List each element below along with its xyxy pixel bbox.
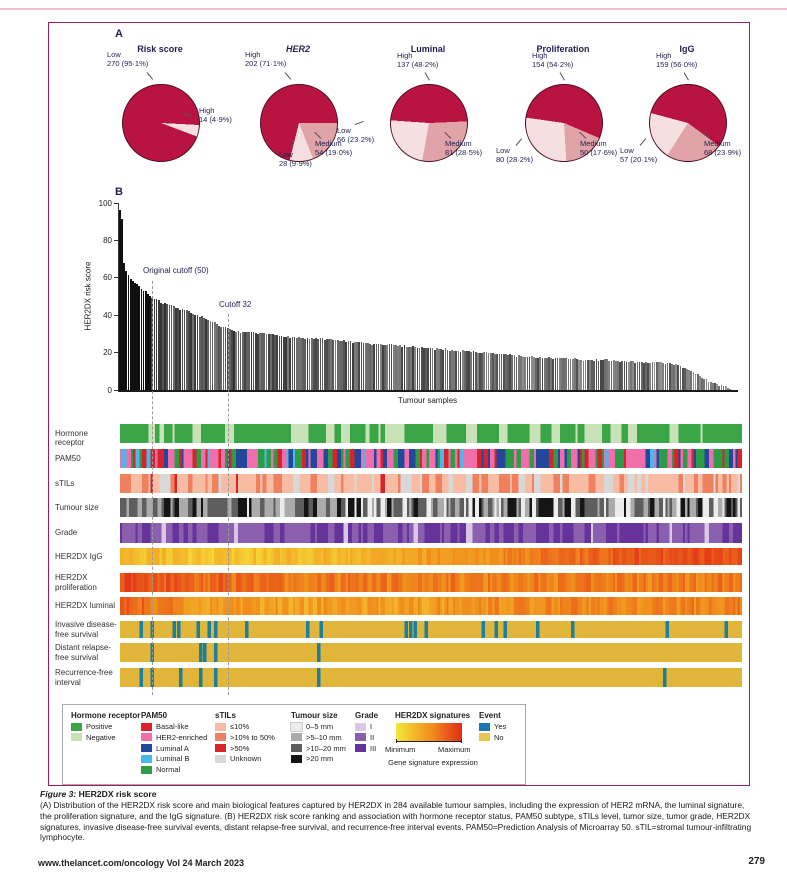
track-label-tumour-size: Tumour size — [55, 502, 99, 512]
pie-slice-label: Low 57 (20·1%) — [620, 146, 658, 164]
legend-min-label: Minimum — [385, 745, 416, 754]
legend-gradient-tick-min — [396, 739, 397, 743]
track-strip-distant-relapse-free-survival — [120, 643, 742, 662]
track-label-hormone-receptor: Hormone receptor — [55, 428, 88, 448]
pie-chart-her2 — [223, 42, 373, 202]
track-label-recurrence-free-interval: Recurrence-free interval — [55, 668, 113, 687]
legend-title-grade: Grade — [355, 711, 379, 720]
pie-leader-line — [640, 138, 647, 146]
legend-swatch — [215, 733, 226, 741]
track-label-stils: sTILs — [55, 478, 75, 488]
legend-item: Luminal A — [141, 744, 189, 753]
legend-item: Normal — [141, 765, 180, 774]
legend-swatch — [141, 744, 152, 752]
pie-slice-label: Medium 68 (23·9%) — [704, 139, 742, 157]
track-strip-her2dx-igg — [120, 548, 742, 565]
page-number: 279 — [748, 856, 765, 867]
pie-leader-line — [285, 72, 292, 80]
pie-leader-line — [516, 138, 523, 146]
legend-item: >10% to 50% — [215, 733, 275, 742]
legend-swatch — [215, 755, 226, 763]
legend-item: No — [479, 733, 504, 742]
pie-slice-label: Low 28 (9·9%) — [279, 150, 312, 168]
pie-chart-igg — [612, 42, 762, 202]
legend-swatch — [141, 755, 152, 763]
page-top-rule — [0, 8, 787, 10]
legend-item: Luminal B — [141, 754, 189, 763]
legend-swatch — [291, 723, 302, 731]
legend-title-tumour-size: Tumour size — [291, 711, 338, 720]
track-label-her2dx-igg: HER2DX IgG — [55, 551, 103, 561]
legend-item: Positive — [71, 722, 112, 731]
figure-title: HER2DX risk score — [76, 789, 157, 799]
pie-slice-label: High 14 (4·9%) — [199, 106, 232, 124]
pie-circle — [122, 84, 200, 162]
pie-leader-line — [560, 72, 565, 80]
legend-max-label: Maximum — [438, 745, 471, 754]
track-label-her2dx-luminal: HER2DX luminal — [55, 601, 116, 611]
pie-slice-label: High 159 (56·0%) — [656, 51, 698, 69]
pie-slice-label: Medium 81 (28·5%) — [445, 139, 483, 157]
track-strip-recurrence-free-interval — [120, 668, 742, 687]
pie-slice-label: High 202 (71·1%) — [245, 50, 287, 68]
legend-title-pam50: PAM50 — [141, 711, 168, 720]
legend-swatch — [291, 755, 302, 763]
y-tick-label: 0 — [107, 385, 112, 395]
legend-swatch — [479, 733, 490, 741]
pie-slice-label: Low 80 (28·2%) — [496, 146, 534, 164]
cutoff-dashed-line — [228, 314, 229, 695]
pie-leader-line — [147, 72, 154, 80]
legend-title-hormone-receptor: Hormone receptor — [71, 711, 141, 720]
legend-item: III — [355, 744, 376, 753]
legend-swatch — [71, 723, 82, 731]
cutoff-label: Original cutoff (50) — [143, 266, 209, 275]
track-label-invasive-disease-free-survival: Invasive disease- free survival — [55, 620, 117, 639]
legend-swatch — [71, 733, 82, 741]
legend-title-stils: sTILs — [215, 711, 236, 720]
pie-slice-label: Medium 50 (17·6%) — [580, 139, 618, 157]
legend-gradient-bar — [396, 723, 462, 742]
pie-leader-line — [684, 72, 689, 80]
pie-chart-risk-score — [85, 42, 235, 202]
y-tick-label: 40 — [103, 310, 112, 320]
figure-number: Figure 3: — [40, 789, 77, 799]
figure-caption-body: (A) Distribution of the HER2DX risk score and main biological features captured by HER2DX in 284 available tumour samples, including the expression of HER2 mRNA, the luminal signature, the proliferation signature, and the IgG signature. (B) HER2DX risk score ranking and association with hormone receptor status, PAM50 subtype, sTILs level, tumor size, tumor grade, HER2DX signatures, invasive disease-free survival events, distant relapse-free survival, and recurrence-free interval events. PAM50=Prediction Analysis of Microarray 50. sTIL=stromal tumour-infiltrating lymphocyte. — [40, 800, 752, 843]
figure-caption-title — [40, 789, 157, 799]
legend-title-her2dx-signatures: HER2DX signatures — [395, 711, 471, 720]
risk-score-bar-chart — [118, 203, 738, 392]
pie-title: HER2 — [285, 44, 310, 54]
track-strip-pam50 — [120, 449, 742, 468]
track-strip-hormone-receptor — [120, 424, 742, 443]
journal-footer: www.thelancet.com/oncology Vol 24 March 2023 — [38, 858, 245, 868]
pie-chart-luminal — [337, 42, 503, 202]
pie-slice-label: Medium 54 (19·0%) — [315, 139, 353, 157]
pie-leader-line — [425, 72, 430, 80]
legend-swatch — [355, 723, 366, 731]
y-tick-label: 60 — [103, 273, 112, 283]
legend-item: I — [355, 722, 372, 731]
y-axis-label: HER2DX risk score — [83, 261, 93, 331]
legend-swatch — [141, 733, 152, 741]
pie-title: Luminal — [410, 44, 446, 54]
cutoff-label: Cutoff 32 — [219, 300, 252, 309]
legend-item: Basal-like — [141, 722, 189, 731]
risk-bar — [729, 389, 731, 390]
cutoff-dashed-line — [152, 281, 153, 695]
legend-gradient-tick-max — [461, 739, 462, 743]
legend-item: Yes — [479, 722, 506, 731]
pie-leader-line — [355, 121, 364, 125]
track-strip-stils — [120, 474, 742, 493]
legend-item: HER2-enriched — [141, 733, 207, 742]
legend-swatch — [141, 766, 152, 774]
y-tick-label: 100 — [98, 198, 112, 208]
pie-slice-label: High 154 (54·2%) — [532, 51, 574, 69]
legend-swatch — [215, 723, 226, 731]
y-tick-label: 80 — [103, 235, 112, 245]
pie-slice-label: Low 66 (23·2%) — [337, 126, 375, 144]
panel-b-label: B — [115, 186, 123, 198]
legend-swatch — [355, 733, 366, 741]
pie-title: IgG — [679, 44, 695, 54]
x-axis-label: Tumour samples — [397, 396, 458, 405]
track-label-pam50: PAM50 — [55, 453, 81, 463]
track-strip-her2dx-luminal — [120, 597, 742, 615]
track-strip-tumour-size — [120, 498, 742, 517]
legend-item: >50% — [215, 744, 249, 753]
y-tick-label: 20 — [103, 348, 112, 358]
legend-item: ≤10% — [215, 722, 249, 731]
legend-title-event: Event — [479, 711, 501, 720]
pie-title: Risk score — [137, 44, 183, 54]
legend-item: II — [355, 733, 374, 742]
legend-swatch — [355, 744, 366, 752]
track-strip-grade — [120, 523, 742, 543]
track-strip-invasive-disease-free-survival — [120, 621, 742, 638]
legend-swatch — [479, 723, 490, 731]
legend-swatch — [291, 744, 302, 752]
pie-slice-label: Low 270 (95·1%) — [107, 50, 149, 68]
pie-title: Proliferation — [536, 44, 590, 54]
track-label-grade: Grade — [55, 528, 78, 538]
legend-item: >10–20 mm — [291, 744, 346, 753]
track-strip-her2dx-proliferation — [120, 573, 742, 592]
legend-item: >5–10 mm — [291, 733, 342, 742]
legend-gradient-sublabel: Gene signature expression — [388, 758, 478, 767]
track-label-her2dx-proliferation: HER2DX proliferation — [55, 573, 97, 592]
legend-item: Unknown — [215, 754, 261, 763]
legend-swatch — [215, 744, 226, 752]
track-label-distant-relapse-free-survival: Distant relapse- free survival — [55, 643, 112, 662]
panel-a-label: A — [115, 28, 123, 40]
pie-slice-label: High 137 (48·2%) — [397, 51, 439, 69]
legend-item: >20 mm — [291, 754, 333, 763]
legend-item: 0–5 mm — [291, 722, 333, 731]
legend-swatch — [291, 733, 302, 741]
legend-swatch — [141, 723, 152, 731]
legend-item: Negative — [71, 733, 116, 742]
legend-box — [62, 704, 526, 785]
